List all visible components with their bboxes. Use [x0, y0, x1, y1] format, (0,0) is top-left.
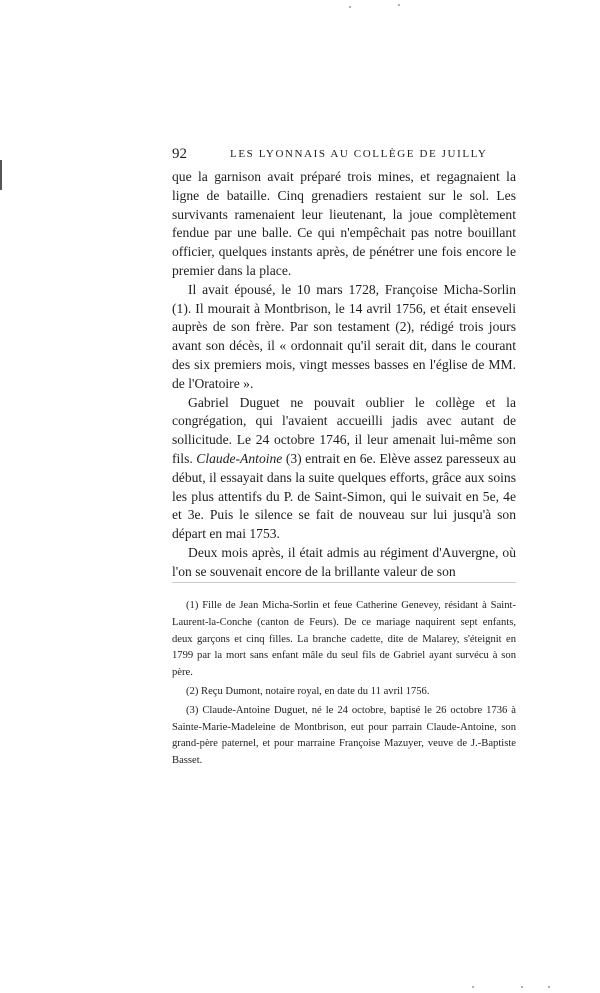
footnote-rule — [172, 582, 516, 583]
page-header — [172, 146, 516, 164]
paragraph-2: Il avait épousé, le 10 mars 1728, Françoise Micha-Sorlin (1). Il mourait à Montbrison, le 14 avril 1756, et était enseveli auprès de son frère. Par son testament (2), rédigé trois jours avant son décès, il « ordonnait qu'il serait dit, dans le courant des six premiers mois, vingt messes basses en l'église de MM. de l'Oratoire ». — [172, 281, 516, 391]
paragraph-4: Deux mois après, il était admis au régiment d'Auvergne, où l'on se souvenait encore de la brillante valeur de son — [172, 544, 516, 579]
footnote-3: (3) Claude-Antoine Duguet, né le 24 octobre, baptisé le 26 octobre 1736 à Sainte-Marie-Madeleine de Montbrison, eut pour parrain Claude-Antoine, son grand-père paternel, et pour marraine Françoise Mazuyer, veuve de J.-Baptiste Basset. — [172, 704, 516, 767]
scan-speck — [521, 986, 523, 988]
body-text — [172, 168, 516, 582]
footnote-2: (2) Reçu Dumont, notaire royal, en date du 11 avril 1756. — [186, 685, 430, 697]
paragraph-3-start: Gabriel Duguet ne pouvait oublier le collège et la congrégation, qui l'avaient accueilli jadis avec autant de sollicitude. Le 24 octobre 1746, il leur amenait lui-même son fils. — [172, 394, 516, 466]
running-title: LES LYONNAIS AU COLLÈGE DE JUILLY — [230, 148, 488, 160]
paragraph-3 — [172, 394, 516, 544]
scan-speck — [349, 6, 351, 8]
paragraph-3-end: (3) entrait en 6e. Elève assez paresseux au début, il essayait dans la suite quelques efforts, grâce aux soins les plus attentifs du P. de Saint-Simon, qui le suivait en 5e, 4e et 3e. Puis le silence se fait de nouveau sur lui jusqu'à son départ en mai 1753. — [172, 450, 516, 542]
paragraph-1: que la garnison avait préparé trois mines, et regagnaient la ligne de bataille. Cinq grenadiers restaient sur le sol. Les survivants ramenaient leur lieutenant, la joue complètement fendue par une balle. Ce qui n'empêchait pas notre bouillant officier, quelques instants après, de pénétrer une fois encore le premier dans la place. — [172, 169, 516, 278]
scan-speck — [548, 986, 550, 988]
footnote-1: (1) Fille de Jean Micha-Sorlin et feue Catherine Genevey, résidant à Saint-Laurent-la-Conche (canton de Feurs). De ce mariage naquirent sept enfants, deux garçons et cinq filles. La branche cadette, dite de Malarey, s'éteignit en 1799 par la mort sans enfant mâle du seul fils de Gabriel ayant survécu à son père. — [172, 600, 516, 679]
scan-speck — [398, 4, 400, 6]
scan-margin-mark — [0, 160, 2, 190]
scan-speck — [472, 986, 474, 988]
page-number: 92 — [172, 146, 187, 162]
italic-name: Claude-Antoine — [196, 450, 283, 466]
footnotes — [172, 598, 516, 772]
